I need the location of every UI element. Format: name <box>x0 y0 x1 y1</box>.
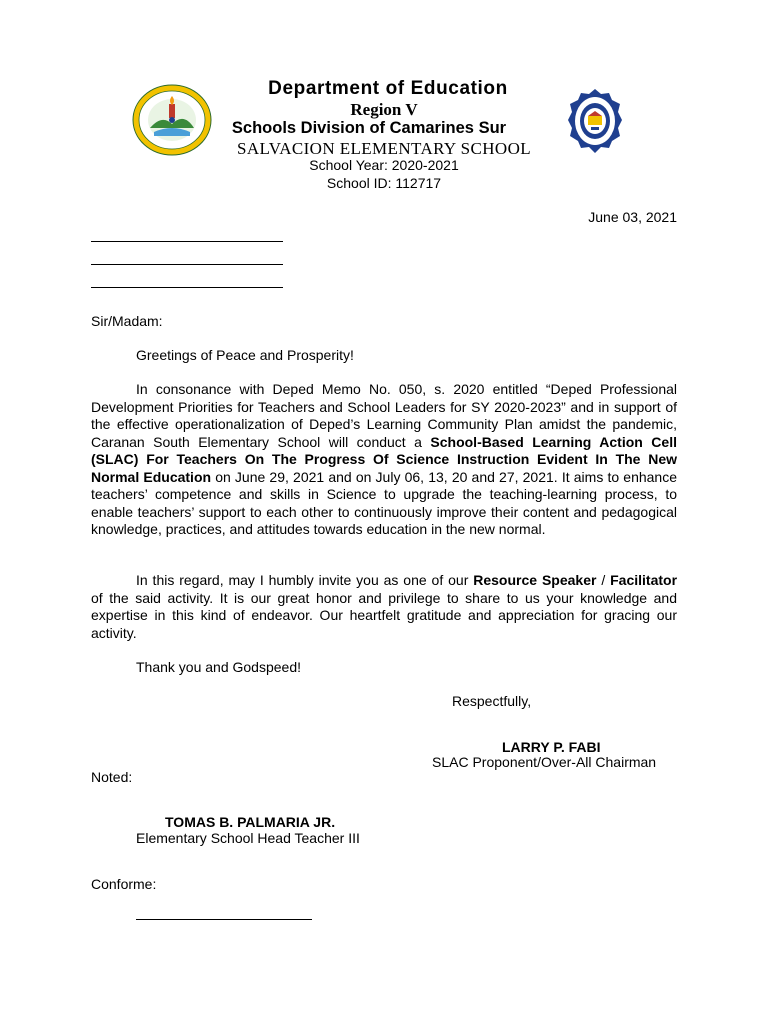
region-title: Region V <box>350 100 418 119</box>
noted-by-name: TOMAS B. PALMARIA JR. <box>165 814 336 830</box>
conforme-signature-line <box>136 919 312 920</box>
salutation: Sir/Madam: <box>91 313 163 329</box>
school-year: School Year: 2020-2021 <box>309 157 459 173</box>
body-paragraph-1 <box>91 381 677 539</box>
noted-by-title: Elementary School Head Teacher III <box>136 830 360 846</box>
recipient-blank-line-2 <box>91 264 283 265</box>
signatory-name: LARRY P. FABI <box>502 739 601 755</box>
slac-title: School-Based Learning Action Cell (SLAC) For Teachers On The Progress Of Science Instruction Evident In The New Normal Education <box>91 433 677 485</box>
department-title: Department of Education <box>268 78 508 99</box>
paragraph-2-text-b: of the said activity. It is our great honor and privilege to share to us your knowledge and expertise in this kind of endeavor. Our heartfelt gratitude and appreciation for gracing our activity. <box>91 589 677 641</box>
complimentary-close: Respectfully, <box>452 693 532 709</box>
greeting: Greetings of Peace and Prosperity! <box>136 347 354 363</box>
paragraph-1-text-b: on June 29, 2021 and on July 06, 13, 20 and 27, 2021. It aims to enhance teachers’ competence and skills in Science to upgrade the teaching-learning process, to enable teachers’ support to each other to continuously improve their content and pedagogical knowledge, practices, and attitudes towards education in the new normal. <box>91 468 677 537</box>
conforme-label: Conforme: <box>91 876 157 892</box>
school-id: School ID: 112717 <box>326 175 442 191</box>
closing-thanks: Thank you and Godspeed! <box>136 659 302 675</box>
role-resource-speaker: Resource Speaker <box>473 572 597 588</box>
role-facilitator: Facilitator <box>610 572 678 588</box>
body-paragraph-2 <box>91 572 677 642</box>
letter-date: June 03, 2021 <box>588 209 677 225</box>
paragraph-1-text-a: In consonance with Deped Memo No. 050, s. 2020 entitled “Deped Professional Development Priorities for Teachers and School Leaders for SY 2020-2023” and in support of the effective operationalization of Deped’s Learning Community Plan amidst the pandemic, Caranan South Elementary School will conduct a <box>91 381 677 450</box>
noted-label: Noted: <box>91 769 133 785</box>
signatory-title: SLAC Proponent/Over-All Chairman <box>432 754 657 770</box>
recipient-blank-line-3 <box>91 287 283 288</box>
paragraph-2-text-a: In this regard, may I humbly invite you as one of our <box>136 572 474 588</box>
school-name: SALVACION ELEMENTARY SCHOOL <box>236 139 532 158</box>
role-separator: / <box>596 572 611 588</box>
recipient-blank-line-1 <box>91 241 283 242</box>
division-title: Schools Division of Camarines Sur <box>231 119 507 137</box>
